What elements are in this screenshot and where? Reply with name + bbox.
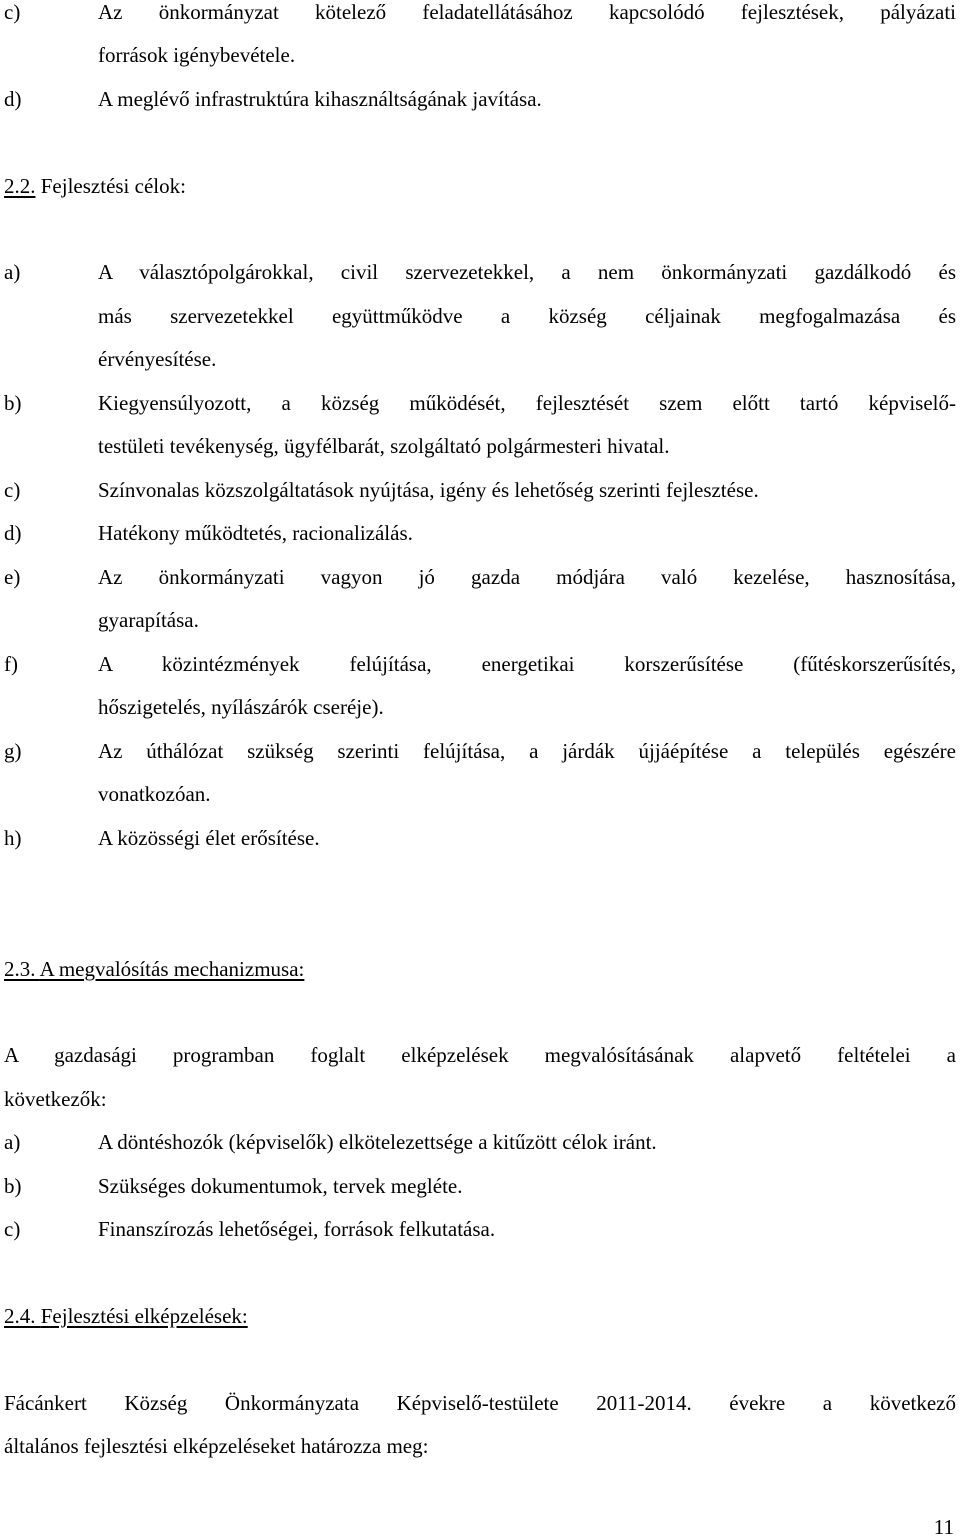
section-number: 2.2. (4, 174, 36, 198)
list-marker: a) (4, 260, 21, 284)
list-item-text: Hatékony működtetés, racionalizálás. (98, 521, 413, 545)
section-number: 2.3. (4, 957, 36, 981)
section-title: A megvalósítás mechanizmusa: (39, 957, 305, 981)
list-item-text: gyarapítása. (98, 608, 199, 632)
list-marker: d) (4, 521, 22, 545)
list-item-text: A közintézmények felújítása, energetikai korszerűsítése (fűtéskorszerűsítés, (98, 652, 956, 676)
list-item-text: A döntéshozók (képviselők) elkötelezettsége a kitűzött célok iránt. (98, 1130, 657, 1154)
section-title: Fejlesztési célok: (40, 174, 186, 198)
list-item-text: A választópolgárokkal, civil szervezetekkel, a nem önkormányzati gazdálkodó és (98, 260, 956, 284)
list-item-text: vonatkozóan. (98, 782, 211, 806)
list-marker: e) (4, 565, 21, 589)
list-item-text: A meglévő infrastruktúra kihasználtságának javítása. (98, 87, 542, 111)
section-heading (4, 957, 304, 981)
list-marker: b) (4, 391, 22, 415)
section-heading (4, 174, 186, 198)
list-item-text: források igénybevétele. (98, 43, 296, 67)
list-item-text: Az úthálózat szükség szerinti felújítása, a járdák újjáépítése a település egészére (98, 739, 956, 763)
paragraph-line: általános fejlesztési elképzeléseket határozza meg: (4, 1434, 429, 1458)
paragraph-line: következők: (4, 1087, 107, 1111)
section-heading (4, 1304, 248, 1328)
list-marker: b) (4, 1174, 22, 1198)
page-number: 11 (933, 1515, 954, 1539)
list-item-text: Szükséges dokumentumok, tervek megléte. (98, 1174, 463, 1198)
list-item-text: testületi tevékenység, ügyfélbarát, szolgáltató polgármesteri hivatal. (98, 434, 670, 458)
list-item-text: Színvonalas közszolgáltatások nyújtása, igény és lehetőség szerinti fejlesztése. (98, 478, 759, 502)
list-item-text: Az önkormányzat kötelező feladatellátásához kapcsolódó fejlesztések, pályázati (98, 0, 956, 24)
list-item-text: érvényesítése. (98, 347, 217, 371)
section-number: 2.4. (4, 1304, 36, 1328)
list-marker: h) (4, 826, 22, 850)
list-marker: g) (4, 739, 22, 763)
list-marker: f) (4, 652, 18, 676)
list-marker: c) (4, 478, 21, 502)
paragraph-line: Fácánkert Község Önkormányzata Képviselő-testülete 2011-2014. évekre a következő (4, 1391, 956, 1415)
list-item-text: Finanszírozás lehetőségei, források felkutatása. (98, 1217, 496, 1241)
list-item-text: Kiegyensúlyozott, a község működését, fejlesztését szem előtt tartó képviselő- (98, 391, 956, 415)
list-item-text: más szervezetekkel együttműködve a község céljainak megfogalmazása és (98, 304, 956, 328)
list-marker: c) (4, 1217, 21, 1241)
list-marker: a) (4, 1130, 21, 1154)
list-marker: d) (4, 87, 22, 111)
list-item-text: Az önkormányzati vagyon jó gazda módjára való kezelése, hasznosítása, (98, 565, 956, 589)
list-item-text: A közösségi élet erősítése. (98, 826, 320, 850)
paragraph-line: A gazdasági programban foglalt elképzelések megvalósításának alapvető feltételei a (4, 1043, 956, 1067)
list-marker: c) (4, 0, 21, 24)
list-item-text: hőszigetelés, nyílászárók cseréje). (98, 695, 384, 719)
section-title: Fejlesztési elképzelések: (40, 1304, 248, 1328)
